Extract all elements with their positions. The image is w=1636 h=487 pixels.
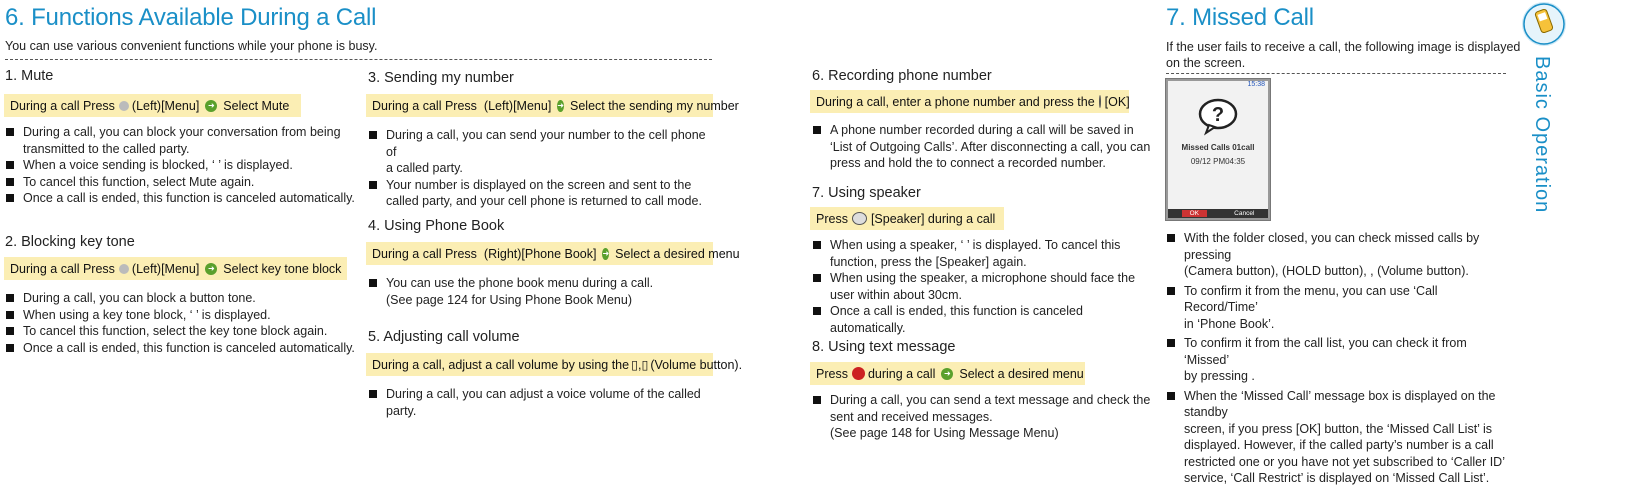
- mute-bar-text: During a call Press: [10, 98, 115, 113]
- missed-call-screenshot: [1165, 78, 1271, 221]
- missed-calls-text: Missed Calls 01call: [1181, 143, 1255, 152]
- list-item: When a voice sending is blocked, ‘ ’ is displayed.: [5, 157, 355, 174]
- arrow-icon: ➜: [205, 263, 217, 275]
- list-item: With the folder closed, you can check missed calls by pressing (Camera button), (HOLD button), , (Volume button).: [1166, 230, 1511, 280]
- status-bar: [1168, 81, 1268, 92]
- keytone-bullets: [5, 290, 360, 356]
- list-item: During a call, you can adjust a voice volume of the called party.: [368, 386, 728, 419]
- side-tab-badge: [1522, 2, 1566, 46]
- keytone-bar-select: Select key tone block: [223, 261, 342, 276]
- list-item: Once a call is ended, this function is canceled automatically.: [5, 340, 360, 357]
- ok-key-icon: [1099, 95, 1101, 108]
- keytone-instruction-bar: [4, 257, 347, 280]
- textmsg-bar-select: Select a desired menu: [959, 366, 1084, 381]
- list-item: During a call, you can block your conversation from being transmitted to the called party.: [5, 124, 355, 157]
- textmsg-heading: 8. Using text message: [812, 339, 956, 355]
- section-7-intro: If the user fails to receive a call, the following image is displayed on the screen.: [1166, 40, 1521, 70]
- list-item: You can use the phone book menu during a call. (See page 124 for Using Phone Book Menu): [368, 275, 718, 308]
- speaker-bullets: [812, 237, 1152, 336]
- arrow-icon: ➜: [602, 248, 610, 258]
- sendnum-heading: 3. Sending my number: [368, 70, 514, 86]
- missed-call-bullets: [1166, 230, 1511, 487]
- list-item: During a call, you can send your number to the cell phone of a called party.: [368, 127, 718, 177]
- section-7-title: 7. Missed Call: [1166, 4, 1314, 31]
- svg-text:?: ?: [1211, 104, 1225, 126]
- section-7-divider: [1166, 73, 1506, 74]
- speaker-bar-text: Press: [816, 211, 848, 226]
- list-item: During a call, you can send a text message and check the sent and received messages. (See page 148 for Using Message Menu): [812, 392, 1152, 442]
- list-item: Once a call is ended, this function is canceled automatically.: [5, 190, 355, 207]
- message-key-icon: [852, 367, 865, 380]
- sendnum-bar-select: Select the sending my number: [570, 98, 739, 113]
- list-item: When the ‘Missed Call’ message box is displayed on the standby screen, if you press [OK] button, the ‘Missed Call List’ is displayed. However, if the called party’s number is a call restricted one or you have not yet subscribed to ‘Caller ID’ service, ‘Call Restrict’ is displayed on ‘Missed Call List’.: [1166, 388, 1511, 487]
- side-label: Basic Operation: [1531, 56, 1553, 214]
- phonebook-instruction-bar: [366, 242, 740, 265]
- textmsg-bullets: [812, 392, 1152, 442]
- textmsg-bar-text: Press: [816, 366, 848, 381]
- phone-hand-icon: [1522, 2, 1566, 46]
- mute-bar-menu: (Left)[Menu]: [131, 98, 200, 113]
- phonebook-bar-select: Select a desired menu: [615, 246, 740, 261]
- speaker-key-icon: [852, 212, 867, 225]
- keytone-bar-menu: (Left)[Menu]: [131, 261, 200, 276]
- speaker-heading: 7. Using speaker: [812, 185, 921, 201]
- sendnum-bar-text: During a call Press: [372, 98, 477, 113]
- volume-instruction-bar: [366, 353, 743, 376]
- list-item: To cancel this function, select the key tone block again.: [5, 323, 360, 340]
- volume-bar-text: During a call, adjust a call volume by using the: [372, 357, 630, 372]
- list-item: To confirm it from the menu, you can use ‘Call Record/Time’ in ‘Phone Book’.: [1166, 283, 1511, 333]
- section-6-divider: [5, 59, 712, 60]
- keytone-heading: 2. Blocking key tone: [5, 234, 135, 250]
- mute-heading: 1. Mute: [5, 68, 54, 84]
- list-item: When using a speaker, ‘ ’ is displayed. To cancel this function, press the [Speaker] again.: [812, 237, 1152, 270]
- missed-time-text: 09/12 PM04:35: [1190, 157, 1246, 166]
- textmsg-instruction-bar: [810, 362, 1085, 385]
- mute-instruction-bar: [4, 94, 301, 117]
- sendnum-bullets: [368, 127, 718, 210]
- list-item: Once a call is ended, this function is canceled automatically.: [812, 303, 1152, 336]
- list-item: Your number is displayed on the screen and sent to the called party, and your cell phone is returned to call mode.: [368, 177, 718, 210]
- speaker-instruction-bar: [810, 207, 1004, 230]
- record-bar-ok: [OK]: [1104, 94, 1130, 109]
- status-time: 15:38: [1247, 81, 1265, 88]
- left-soft-key-icon: [119, 101, 129, 111]
- phonebook-bar-text: During a call Press: [372, 246, 477, 261]
- ok-soft-key[interactable]: OK: [1182, 210, 1207, 217]
- record-bar-text: During a call, enter a phone number and press the: [816, 94, 1095, 109]
- volume-bar-label: (Volume button).: [650, 357, 743, 372]
- list-item: When using a key tone block, ‘ ’ is displayed.: [5, 307, 360, 324]
- phonebook-bullets: [368, 275, 718, 308]
- arrow-icon: ➜: [557, 100, 564, 110]
- speaker-bar-label: [Speaker] during a call: [870, 211, 996, 226]
- arrow-icon: ➜: [205, 100, 217, 112]
- speech-bubble-icon: [1197, 97, 1239, 135]
- list-item: A phone number recorded during a call will be saved in ‘List of Outgoing Calls’. After disconnecting a call, you can press and hold the to connect a recorded number.: [812, 122, 1152, 172]
- mute-bullets: [5, 124, 355, 207]
- list-item: To confirm it from the call list, you can check it from ‘Missed’ by pressing .: [1166, 335, 1511, 385]
- textmsg-bar-label: during a call: [867, 366, 936, 381]
- list-item: During a call, you can block a button tone.: [5, 290, 360, 307]
- sendnum-bar-menu: (Left)[Menu]: [483, 98, 552, 113]
- volume-button-icon: ▯,▯: [631, 358, 649, 372]
- mute-bar-select: Select Mute: [223, 98, 290, 113]
- list-item: When using the speaker, a microphone should face the user within about 30cm.: [812, 270, 1152, 303]
- arrow-icon: ➜: [941, 368, 953, 380]
- list-item: To cancel this function, select Mute again.: [5, 174, 355, 191]
- volume-bullets: [368, 386, 728, 419]
- record-bullets: [812, 122, 1152, 172]
- record-heading: 6. Recording phone number: [812, 68, 992, 84]
- phonebook-heading: 4. Using Phone Book: [368, 218, 505, 234]
- section-6-intro: You can use various convenient functions while your phone is busy.: [5, 39, 378, 53]
- cancel-soft-key[interactable]: Cancel: [1234, 210, 1255, 217]
- phone-screen: [1168, 81, 1268, 218]
- record-instruction-bar: [810, 90, 1129, 113]
- phonebook-bar-menu: (Right)[Phone Book]: [483, 246, 597, 261]
- section-6-title: 6. Functions Available During a Call: [5, 4, 377, 31]
- left-soft-key-icon: [119, 264, 129, 274]
- volume-heading: 5. Adjusting call volume: [368, 329, 520, 345]
- keytone-bar-text: During a call Press: [10, 261, 115, 276]
- soft-key-bar: [1168, 209, 1268, 218]
- sendnum-instruction-bar: [366, 94, 739, 117]
